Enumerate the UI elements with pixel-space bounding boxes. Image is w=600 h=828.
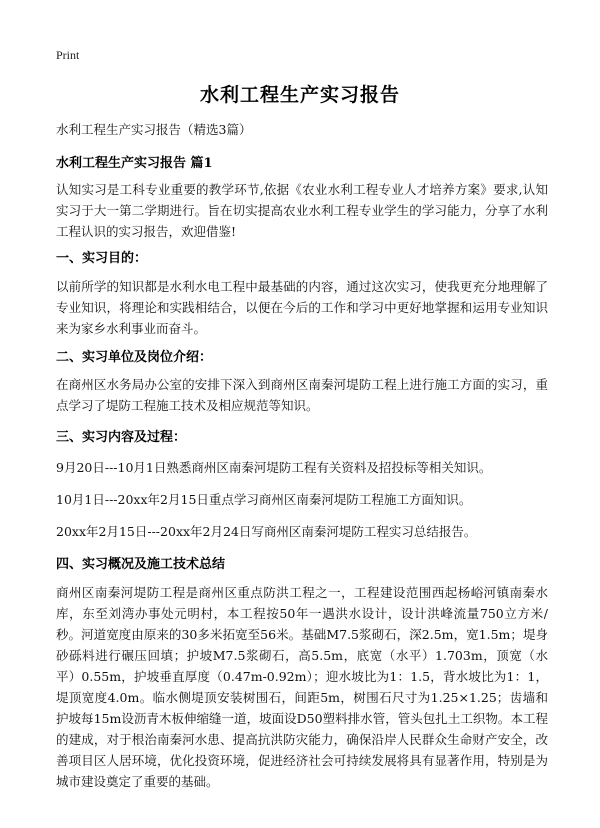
section-heading-unit: 二、实习单位及岗位介绍： bbox=[56, 350, 213, 365]
intro-paragraph: 认知实习是工科专业重要的教学环节,依据《农业水利工程专业人才培养方案》要求,认知实习于大一第二学期进行。旨在切实提高农业水利工程专业学生的学习能力，分享了水利工程认识的实习报告，欢迎借鉴! bbox=[56, 182, 548, 239]
process-item: 10月1日---20xx年2月15日重点学习商州区南秦河堤防工程施工方面知识。 bbox=[56, 492, 472, 507]
print-label[interactable]: Print bbox=[56, 48, 80, 62]
process-item: 9月20日---10月1日熟悉商州区南秦河堤防工程有关资料及招投标等相关知识。 bbox=[56, 460, 492, 475]
process-item: 20xx年2月15日---20xx年2月24日写商州区南秦河堤防工程实习总结报告。 bbox=[56, 524, 477, 539]
section-heading-purpose: 一、实习目的： bbox=[56, 251, 148, 266]
section-body-purpose: 以前所学的知识都是水利水电工程中最基础的内容，通过这次实习，使我更充分地理解了专业知识，将理论和实践相结合，以便在今后的工作和学习中更好地掌握和运用专业知识来为家乡水利事业而奋斗。 bbox=[56, 279, 548, 336]
document-title: 水利工程生产实习报告 bbox=[199, 84, 400, 106]
section-body-unit: 在商州区水务局办公室的安排下深入到商州区南秦河堤防工程上进行施工方面的实习，重点学习了堤防工程施工技术及相应规范等知识。 bbox=[56, 377, 548, 413]
document-subtitle: 水利工程生产实习报告（精选3篇） bbox=[56, 122, 252, 137]
section-heading-summary: 四、实习概况及施工技术总结 bbox=[56, 557, 226, 572]
section-heading-process: 三、实习内容及过程： bbox=[56, 430, 187, 445]
section-body-summary: 商州区南秦河堤防工程是商州区重点防洪工程之一，工程建设范围西起杨峪河镇南秦水库，东至刘湾办事处元明村，本工程按50年一遇洪水设计，设计洪峰流量750立方米/秒。河道宽度由原来的30多米拓宽至56米。基础M7.5浆砌石，深2.5m，宽1.5m；堤身砂砾料进行碾压回填；护坡M7.5浆砌石，高5.5m，底宽（水平）1.703m，顶宽（水平）0.55m，护坡垂直厚度（0.47m-0.92m）；迎水坡比为1：1.5，背水坡比为1：1，堤顶宽度4.0m。临水侧堤顶安装树围石，间距5m，树围石尺寸为1.25×1.25；齿墙和护坡每15m设沥青木板伸缩缝一道，坡面设D50塑料排水管，管头包扎土工织物。本工程的建成，对于根治南秦河水患、提高抗洪防灾能力，确保沿岸人民群众生命财产安全，改善项目区人居环境，优化投资环境，促进经济社会可持续发展将具有显著作用，特别是为城市建设奠定了重要的基础。 bbox=[56, 585, 548, 789]
article-heading: 水利工程生产实习报告 篇1 bbox=[56, 156, 213, 171]
